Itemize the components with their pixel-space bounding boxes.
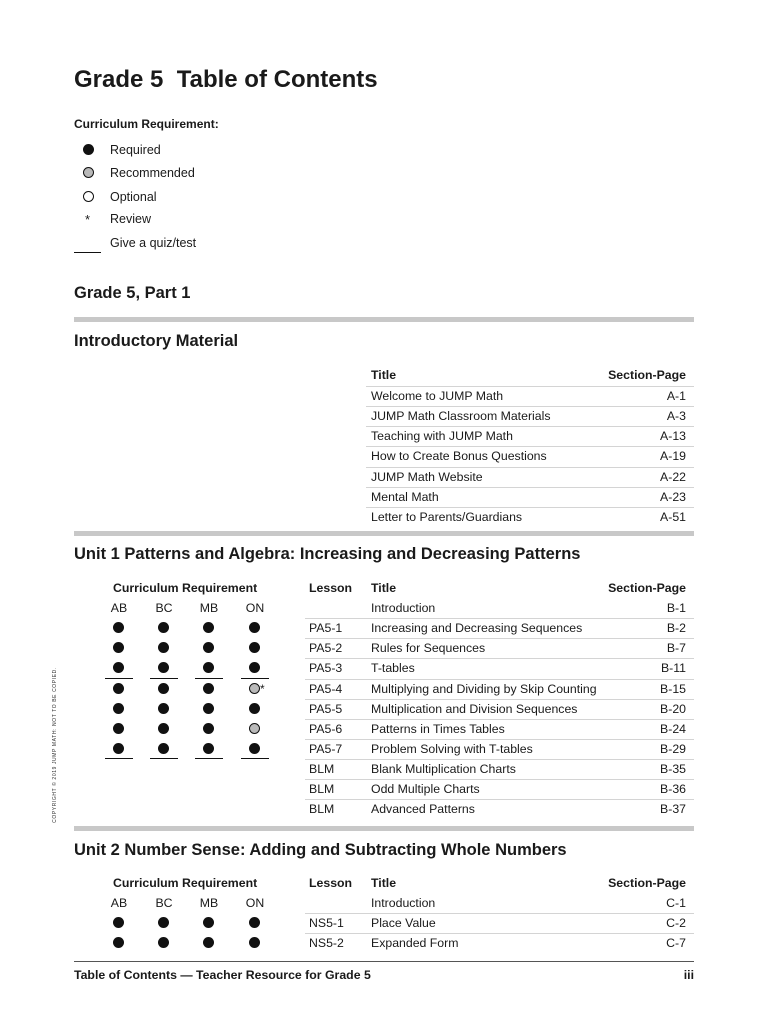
- required-dot-icon: [203, 622, 214, 633]
- province-header: BC: [155, 601, 173, 616]
- legend-label: Give a quiz/test: [110, 236, 197, 250]
- requirement-cell: [144, 658, 184, 678]
- row-title: Welcome to JUMP Math: [371, 388, 504, 403]
- requirement-cell: [99, 913, 139, 933]
- required-dot-icon: [158, 622, 169, 633]
- required-dot-icon: [158, 642, 169, 653]
- section-title-unit2: Unit 2 Number Sense: Adding and Subtracting Whole Numbers: [74, 841, 567, 859]
- section-divider: [74, 531, 694, 536]
- table-row: [0, 446, 768, 466]
- review-star-icon: *: [85, 212, 91, 227]
- required-dot-icon: [203, 683, 214, 694]
- required-dot-icon: [203, 723, 214, 734]
- requirement-cell: [99, 739, 139, 759]
- requirement-cell: [99, 933, 139, 953]
- row-section-page: B-15: [660, 681, 686, 696]
- requirement-cell: [189, 618, 229, 638]
- row-title: Increasing and Decreasing Sequences: [371, 621, 583, 636]
- legend-label: Review: [110, 212, 151, 226]
- row-lesson: NS5-2: [309, 936, 344, 951]
- row-title: T-tables: [371, 661, 415, 676]
- province-header: MB: [199, 896, 219, 911]
- row-title: Introduction: [371, 601, 436, 616]
- part-title: Grade 5, Part 1: [74, 284, 191, 302]
- row-section-page: B-2: [666, 621, 686, 636]
- row-lesson: PA5-4: [309, 681, 343, 696]
- province-header: AB: [110, 601, 128, 616]
- table-row: [0, 406, 768, 426]
- row-title: Odd Multiple Charts: [371, 782, 480, 796]
- row-title: JUMP Math Website: [371, 469, 483, 484]
- column-header-lesson: Lesson: [309, 876, 353, 890]
- province-header: MB: [199, 601, 219, 616]
- section-divider: [74, 826, 694, 831]
- row-title: Multiplication and Division Sequences: [371, 701, 578, 716]
- requirement-cell: [189, 719, 229, 739]
- row-title: Mental Math: [371, 489, 439, 504]
- legend-item-review: [74, 211, 334, 227]
- province-header: ON: [245, 896, 265, 911]
- table-row: [0, 779, 768, 799]
- requirement-cell: [99, 679, 139, 699]
- section-divider: [74, 317, 694, 322]
- required-dot-icon: [249, 937, 260, 948]
- row-section-page: A-19: [660, 449, 686, 464]
- legend-heading: Curriculum Requirement:: [74, 117, 219, 131]
- required-dot-icon: [113, 917, 124, 928]
- column-header-title: Title: [371, 368, 397, 382]
- row-lesson: PA5-6: [309, 721, 343, 736]
- legend-label: Recommended: [110, 166, 195, 180]
- quiz-line-icon: [74, 252, 101, 253]
- row-section-page: A-3: [666, 408, 686, 423]
- required-dot-icon: [249, 642, 260, 653]
- requirement-cell: [99, 638, 139, 658]
- row-title: Rules for Sequences: [371, 641, 486, 656]
- column-header-section-page: Section-Page: [608, 876, 686, 890]
- row-title: How to Create Bonus Questions: [371, 449, 547, 464]
- row-title: Place Value: [371, 916, 436, 931]
- table-row: [0, 507, 768, 527]
- requirement-cell: [235, 913, 275, 933]
- requirement-cell: [144, 933, 184, 953]
- requirement-cell: [144, 679, 184, 699]
- required-dot-icon: [158, 683, 169, 694]
- row-title: Advanced Patterns: [371, 802, 475, 817]
- required-dot-icon: [158, 917, 169, 928]
- required-dot-icon: [113, 622, 124, 633]
- required-dot-icon: [249, 703, 260, 714]
- optional-dot-icon: [83, 191, 94, 202]
- requirement-cell: [189, 913, 229, 933]
- row-lesson: BLM: [309, 782, 335, 796]
- province-header: AB: [110, 896, 128, 911]
- requirement-cell: [99, 719, 139, 739]
- row-section-page: B-36: [660, 782, 686, 796]
- row-section-page: B-1: [666, 601, 686, 616]
- required-dot-icon: [158, 743, 169, 754]
- requirement-cell: [189, 933, 229, 953]
- column-header-section-page: Section-Page: [608, 581, 686, 595]
- required-dot-icon: [158, 662, 169, 673]
- required-dot-icon: [113, 642, 124, 653]
- legend-label: Optional: [110, 190, 157, 204]
- column-header-title: Title: [371, 876, 397, 890]
- requirement-cell: [189, 739, 229, 759]
- row-lesson: PA5-7: [309, 741, 343, 756]
- row-section-page: B-11: [660, 661, 686, 676]
- requirement-cell: [144, 719, 184, 739]
- curriculum-requirement-header: Curriculum Requirement: [113, 876, 258, 890]
- recommended-dot-icon: [249, 723, 260, 734]
- requirement-cell: [189, 638, 229, 658]
- requirement-cell: [144, 638, 184, 658]
- required-dot-icon: [249, 917, 260, 928]
- row-title: Letter to Parents/Guardians: [371, 509, 523, 524]
- legend-item-quiz: [74, 235, 334, 251]
- table-row: [0, 799, 768, 819]
- required-dot-icon: [249, 743, 260, 754]
- required-dot-icon: [203, 937, 214, 948]
- requirement-cell: [235, 739, 275, 759]
- required-dot-icon: [113, 937, 124, 948]
- requirement-cell: [235, 679, 275, 699]
- legend-item-recommended: [74, 165, 334, 181]
- row-section-page: C-1: [666, 896, 686, 911]
- requirement-cell: [99, 658, 139, 678]
- row-section-page: B-35: [660, 761, 686, 776]
- required-dot-icon: [83, 144, 94, 155]
- footer-title: Table of Contents — Teacher Resource for Grade 5: [74, 968, 371, 982]
- table-row: [0, 893, 768, 913]
- requirement-cell: [99, 699, 139, 719]
- requirement-cell: [235, 719, 275, 739]
- review-star-icon: *: [260, 681, 265, 696]
- row-title: Expanded Form: [371, 936, 459, 951]
- requirement-cell: [189, 699, 229, 719]
- page-number: iii: [683, 968, 694, 982]
- required-dot-icon: [113, 723, 124, 734]
- table-row: [0, 487, 768, 507]
- row-lesson: PA5-3: [309, 661, 343, 676]
- row-title: JUMP Math Classroom Materials: [371, 408, 551, 423]
- table-header-row: [0, 578, 768, 598]
- requirement-cell: [235, 933, 275, 953]
- recommended-dot-icon: [249, 683, 260, 694]
- legend-item-required: [74, 142, 334, 158]
- page-footer: [74, 968, 694, 986]
- section-title-intro: Introductory Material: [74, 332, 239, 350]
- row-title: Teaching with JUMP Math: [371, 429, 513, 444]
- row-title: Introduction: [371, 896, 436, 911]
- table-row: [0, 386, 768, 406]
- table-header-row: [0, 873, 768, 893]
- page-title: Grade 5 Table of Contents: [74, 66, 378, 93]
- legend-item-optional: [74, 189, 334, 205]
- province-header: BC: [155, 896, 173, 911]
- table-row: [0, 426, 768, 446]
- table-row: [0, 759, 768, 779]
- row-title: Problem Solving with T-tables: [371, 741, 533, 756]
- row-lesson: PA5-1: [309, 621, 343, 636]
- required-dot-icon: [203, 662, 214, 673]
- row-section-page: B-24: [660, 721, 686, 736]
- required-dot-icon: [113, 683, 124, 694]
- row-title: Multiplying and Dividing by Skip Counting: [371, 681, 597, 696]
- required-dot-icon: [113, 743, 124, 754]
- required-dot-icon: [249, 662, 260, 673]
- column-header-title: Title: [371, 581, 397, 595]
- table-row: [0, 467, 768, 487]
- copyright-notice: COPYRIGHT © 2019 JUMP MATH: NOT TO BE COPIED.: [52, 667, 58, 823]
- row-lesson: BLM: [309, 761, 335, 776]
- requirement-cell: [189, 658, 229, 678]
- requirement-cell: [235, 658, 275, 678]
- row-section-page: B-20: [660, 701, 686, 716]
- requirement-cell: [189, 679, 229, 699]
- recommended-dot-icon: [83, 167, 94, 178]
- requirement-cell: [144, 618, 184, 638]
- required-dot-icon: [203, 703, 214, 714]
- column-header-lesson: Lesson: [309, 581, 353, 595]
- row-section-page: A-22: [660, 469, 686, 484]
- requirement-cell: [144, 913, 184, 933]
- row-section-page: A-13: [660, 429, 686, 444]
- required-dot-icon: [113, 703, 124, 714]
- required-dot-icon: [203, 917, 214, 928]
- row-lesson: PA5-5: [309, 701, 343, 716]
- row-section-page: C-2: [666, 916, 686, 931]
- row-section-page: A-23: [660, 489, 686, 504]
- table-header-row: [0, 365, 768, 385]
- row-title: Patterns in Times Tables: [371, 721, 505, 736]
- requirement-cell: [99, 618, 139, 638]
- required-dot-icon: [113, 662, 124, 673]
- curriculum-requirement-header: Curriculum Requirement: [113, 581, 258, 595]
- row-section-page: B-7: [666, 641, 686, 656]
- row-title: Blank Multiplication Charts: [371, 761, 516, 776]
- row-lesson: NS5-1: [309, 916, 344, 931]
- required-dot-icon: [203, 642, 214, 653]
- required-dot-icon: [158, 703, 169, 714]
- row-section-page: B-29: [660, 741, 686, 756]
- required-dot-icon: [203, 743, 214, 754]
- column-header-section-page: Section-Page: [608, 368, 686, 382]
- requirement-cell: [144, 739, 184, 759]
- row-section-page: A-1: [666, 388, 686, 403]
- row-section-page: C-7: [666, 936, 686, 951]
- section-title-unit1: Unit 1 Patterns and Algebra: Increasing and Decreasing Patterns: [74, 545, 581, 563]
- requirement-cell: [235, 618, 275, 638]
- required-dot-icon: [158, 937, 169, 948]
- required-dot-icon: [158, 723, 169, 734]
- requirement-cell: [235, 699, 275, 719]
- table-row: [0, 598, 768, 618]
- requirement-cell: [235, 638, 275, 658]
- legend-label: Required: [110, 143, 161, 157]
- province-header: ON: [245, 601, 265, 616]
- footer-rule: [74, 961, 694, 962]
- requirement-cell: [144, 699, 184, 719]
- row-lesson: PA5-2: [309, 641, 343, 656]
- row-section-page: B-37: [660, 802, 686, 817]
- row-lesson: BLM: [309, 802, 335, 817]
- required-dot-icon: [249, 622, 260, 633]
- row-section-page: A-51: [660, 509, 686, 524]
